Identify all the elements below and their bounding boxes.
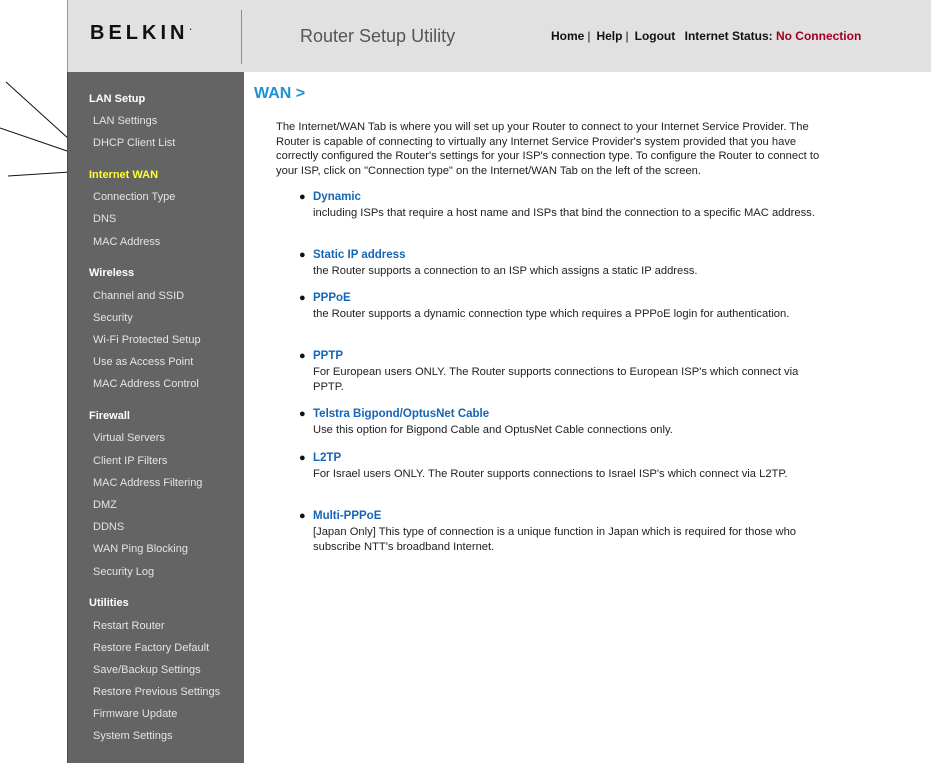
header-bar [67, 0, 931, 72]
bullet-icon: ● [299, 249, 306, 261]
sidebar-item-system-settings[interactable]: System Settings [93, 730, 173, 742]
sidebar-heading-internet-wan[interactable]: Internet WAN [89, 169, 159, 181]
logout-link[interactable]: Logout [634, 29, 676, 43]
sidebar-item-restore-factory-default[interactable]: Restore Factory Default [93, 642, 210, 654]
sidebar-heading-firewall[interactable]: Firewall [89, 410, 130, 422]
app-title: Router Setup Utility [300, 26, 456, 46]
sidebar-item-restore-previous-settings[interactable]: Restore Previous Settings [93, 686, 221, 698]
sidebar-item-mac-address[interactable]: MAC Address [93, 236, 161, 248]
sidebar-item-firmware-update[interactable]: Firmware Update [93, 708, 178, 720]
belkin-logo[interactable] [90, 22, 192, 45]
bullet-icon: ● [299, 350, 306, 362]
intro-paragraph: The Internet/WAN Tab is where you will set up your Router to connect to your Internet Service Provider. The Router is capable of connecting to virtually any Internet Service Provider's system provided that you have correctly configured the Router's settings for your ISP's connection type. To configure the Router to connect to your ISP, click on "Connection type" on the Internet/WAN Tab on the left of the screen. [276, 121, 820, 177]
option-title-pppoe[interactable]: PPPoE [313, 292, 351, 304]
option-desc-pptp: For European users ONLY. The Router supports connections to European ISP's which connect via PPTP. [313, 366, 799, 393]
logo-text: BELKIN [90, 22, 189, 44]
callout-line-internet-wan [8, 172, 70, 176]
option-title-static-ip[interactable]: Static IP address [313, 249, 406, 261]
sidebar-item-connection-type[interactable]: Connection Type [93, 191, 176, 203]
sidebar-item-channel-ssid[interactable]: Channel and SSID [93, 290, 185, 302]
sidebar-item-save-backup-settings[interactable]: Save/Backup Settings [93, 664, 201, 676]
sidebar-item-wireless-security[interactable]: Security [93, 312, 133, 324]
callout-line-lan-settings [6, 82, 70, 140]
option-title-l2tp[interactable]: L2TP [313, 452, 342, 464]
logo-mark: . [189, 23, 192, 32]
option-desc-static-ip: the Router supports a connection to an ISP which assigns a static IP address. [313, 265, 698, 277]
header-divider [241, 10, 242, 64]
sidebar-nav [67, 72, 244, 763]
sidebar-item-dns[interactable]: DNS [93, 213, 117, 225]
bullet-icon: ● [299, 292, 306, 304]
option-desc-dynamic: including ISPs that require a host name and ISPs that bind the connection to a specific MAC address. [313, 207, 815, 219]
callout-line-dhcp-client-list [0, 128, 70, 152]
bullet-icon: ● [299, 191, 306, 203]
sidebar-item-dmz[interactable]: DMZ [93, 499, 117, 511]
sidebar-item-wan-ping-blocking[interactable]: WAN Ping Blocking [93, 543, 188, 555]
sidebar-item-mac-address-filtering[interactable]: MAC Address Filtering [93, 477, 203, 489]
nav-separator: | [587, 29, 591, 43]
home-link[interactable]: Home [551, 29, 585, 43]
page-title: WAN > [254, 85, 306, 102]
help-link[interactable]: Help [596, 29, 623, 43]
option-desc-telstra: Use this option for Bigpond Cable and OptusNet Cable connections only. [313, 424, 673, 436]
option-desc-l2tp: For Israel users ONLY. The Router supports connections to Israel ISP's which connect via L2TP. [313, 468, 788, 480]
option-title-multi-pppoe[interactable]: Multi-PPPoE [313, 510, 382, 522]
sidebar-item-restart-router[interactable]: Restart Router [93, 620, 165, 632]
internet-status-label: Internet Status: [684, 29, 773, 43]
option-desc-multi-pppoe: [Japan Only] This type of connection is a unique function in Japan which is required for those who subscribe NTT's broadband Internet. [313, 526, 797, 553]
header-nav [551, 29, 861, 43]
sidebar-heading-utilities[interactable]: Utilities [89, 597, 129, 609]
nav-separator: | [625, 29, 629, 43]
sidebar-heading-lan-setup[interactable]: LAN Setup [89, 93, 146, 105]
sidebar-heading-wireless[interactable]: Wireless [89, 267, 135, 279]
sidebar-item-lan-settings[interactable]: LAN Settings [93, 115, 158, 127]
sidebar-item-security-log[interactable]: Security Log [93, 566, 155, 578]
sidebar-item-use-as-access-point[interactable]: Use as Access Point [93, 356, 194, 368]
main-content [244, 72, 931, 763]
bullet-icon: ● [299, 408, 306, 420]
sidebar-item-wifi-protected-setup[interactable]: Wi-Fi Protected Setup [93, 334, 201, 346]
option-title-dynamic[interactable]: Dynamic [313, 191, 361, 203]
option-title-telstra[interactable]: Telstra Bigpond/OptusNet Cable [313, 408, 490, 420]
sidebar-item-client-ip-filters[interactable]: Client IP Filters [93, 455, 168, 467]
sidebar-item-mac-address-control[interactable]: MAC Address Control [93, 378, 199, 390]
bullet-icon: ● [299, 452, 306, 464]
internet-status-value: No Connection [775, 29, 862, 43]
option-title-pptp[interactable]: PPTP [313, 350, 344, 362]
sidebar-item-dhcp-client-list[interactable]: DHCP Client List [93, 137, 176, 149]
option-desc-pppoe: the Router supports a dynamic connection type which requires a PPPoE login for authentication. [313, 308, 790, 320]
sidebar-item-ddns[interactable]: DDNS [93, 521, 125, 533]
sidebar-item-virtual-servers[interactable]: Virtual Servers [93, 432, 165, 444]
bullet-icon: ● [299, 510, 306, 522]
